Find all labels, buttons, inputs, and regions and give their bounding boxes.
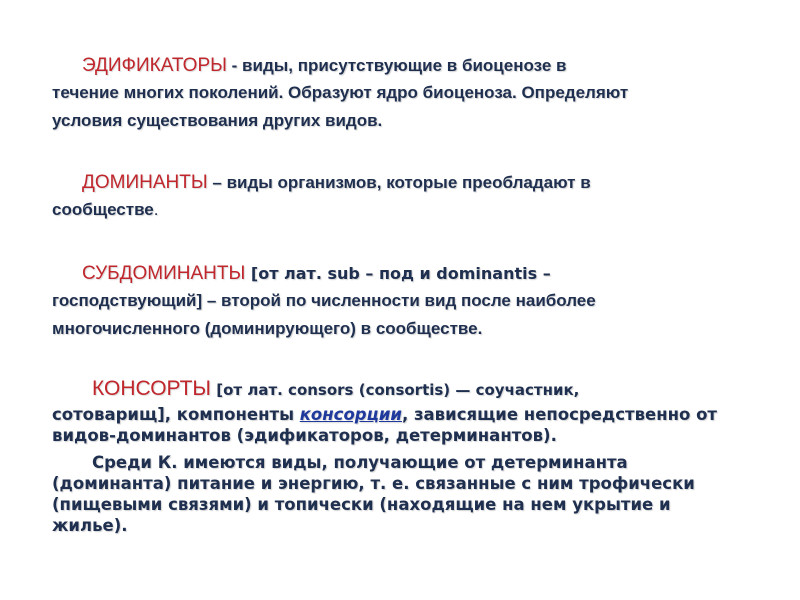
consorts-extra-line-2: (доминанта) питание и энергию, т. е. связанные с ним трофически [52,474,695,493]
consorts-line-2-start: сотоварищ], компоненты [52,405,300,424]
consorts-extra-line-3: (пищевыми связями) и топически (находящие на нем укрытие и [52,495,671,514]
link-consortia[interactable]: консорции [299,405,402,424]
consorts-extra-line-4: жилье). [52,516,128,535]
edificators-line-3: условия существования других видов. [52,111,383,130]
consorts-line-1-text: [от лат. consors (consortis) — соучастник, [211,381,580,399]
edificators-dash: - [226,56,243,75]
subdominants-line-3: многочисленного (доминирующего) в сообществе. [52,319,483,338]
dominants-line-1-text: – виды организмов, которые преобладают в [207,173,591,192]
term-dominants: ДОМИНАНТЫ [82,172,208,193]
dominants-line-1 [82,172,591,194]
edificators-line-1 [82,55,566,77]
dominants-line-2-end: . [153,200,159,219]
consorts-line-3: видов-доминантов (эдификаторов, детерминантов). [52,426,557,445]
dominants-line-2 [52,200,159,220]
consorts-extra-line-1: Среди К. имеются виды, получающие от детерминанта [92,453,628,472]
term-edificators: ЭДИФИКАТОРЫ [82,55,227,76]
subdominants-line-2: господствующий] – второй по численности вид после наиболее [52,291,596,310]
term-consorts: КОНСОРТЫ [92,377,212,400]
consorts-line-1 [92,377,579,401]
subdominants-line-1-text: [от лат. sub – под и dominantis – [245,264,551,283]
consorts-line-2 [52,405,717,424]
consorts-line-2-end: , зависящие непосредственно от [401,405,717,424]
subdominants-line-1 [82,263,551,285]
edificators-line-1-text: виды, присутствующие в биоценозе в [242,56,567,75]
edificators-line-2: течение многих поколений. Образуют ядро биоценоза. Определяют [52,83,629,102]
dominants-line-2-text: сообществе [52,200,154,219]
term-subdominants: СУБДОМИНАНТЫ [82,263,246,284]
